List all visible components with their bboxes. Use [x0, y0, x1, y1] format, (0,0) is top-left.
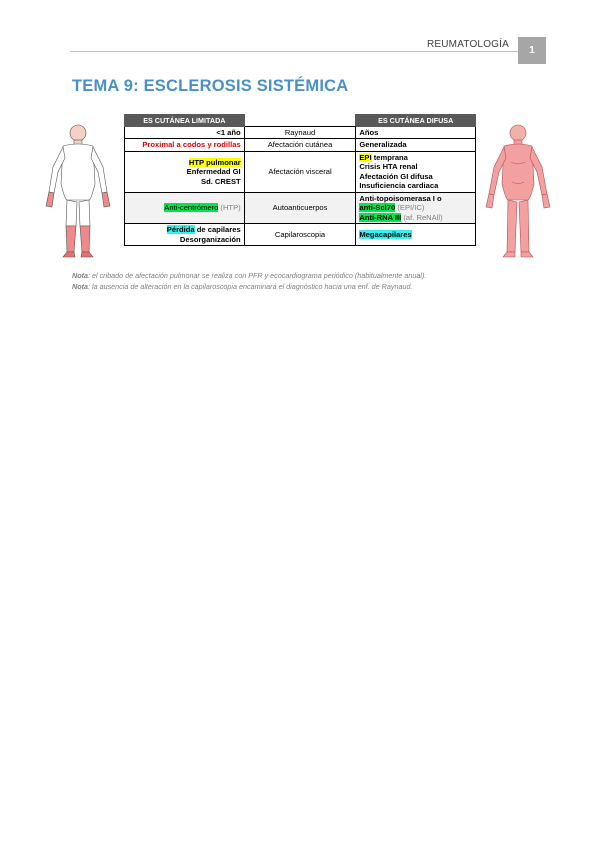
raynaud-diffuse: Años: [356, 127, 476, 139]
visceral-diffuse-1a: EPI: [359, 152, 372, 162]
autoab-limited-a: Anti-centrómero: [164, 203, 219, 213]
page-number: 1: [518, 37, 546, 64]
autoab-diffuse: [356, 192, 476, 223]
row-visceral: [125, 151, 476, 192]
visceral-limited: [125, 151, 245, 192]
note-2-label: Nota: [72, 282, 88, 292]
raynaud-limited: <1 año: [125, 127, 245, 139]
capillaroscopy-limited: [125, 224, 245, 246]
autoab-limited-b: (HTP): [218, 203, 241, 213]
row-autoantibodies: [125, 192, 476, 223]
visceral-diffuse-3: Afectación GI difusa: [359, 171, 433, 181]
row-skin: [125, 139, 476, 151]
row-capillaroscopy: [125, 224, 476, 246]
autoab-diffuse-3b: (af. ReNAll): [401, 212, 443, 222]
visceral-limited-1: HTP pulmonar: [188, 157, 241, 167]
visceral-diffuse: [356, 151, 476, 192]
note-1-label: Nota: [72, 271, 88, 280]
page-title: TEMA 9: ESCLEROSIS SISTÉMICA: [72, 77, 349, 95]
raynaud-feature: Raynaud: [244, 127, 356, 139]
skin-feature: Afectación cutánea: [244, 139, 356, 151]
autoab-limited: [125, 192, 245, 223]
autoab-diffuse-2a: anti-Scl70: [359, 203, 396, 213]
body-figure-diffuse: [484, 122, 552, 258]
header-diffuse: ES CUTÁNEA DIFUSA: [356, 115, 476, 127]
autoab-feature: Autoanticuerpos: [244, 192, 356, 223]
notes-block: [72, 270, 426, 292]
comparison-table: [124, 114, 476, 246]
note-2: [72, 281, 426, 292]
visceral-diffuse-4: Insuficiencia cardiaca: [359, 181, 439, 191]
visceral-limited-3: Sd. CREST: [201, 176, 241, 186]
capillaroscopy-diffuse: [356, 224, 476, 246]
visceral-limited-2: Enfermedad GI: [186, 167, 241, 177]
skin-limited: Proximal a codos y rodillas: [125, 139, 245, 151]
header-divider: [70, 51, 518, 52]
skin-diffuse: Generalizada: [356, 139, 476, 151]
header-section: REUMATOLOGÍA: [426, 39, 509, 50]
autoab-diffuse-2b: (EPI/IC): [395, 203, 425, 213]
capillaroscopy-diffuse-value: Megacapilares: [359, 230, 412, 240]
autoab-diffuse-3a: Anti-RNA III: [359, 212, 402, 222]
note-1: [72, 270, 426, 281]
autoab-diffuse-1: Anti-topoisomerasa I o: [359, 193, 442, 203]
header-blank: [244, 115, 356, 127]
capillaroscopy-limited-2: Desorganización: [179, 234, 241, 244]
capillaroscopy-feature: Capilaroscopia: [244, 224, 356, 246]
note-1-text: : el cribado de afectación pulmonar se realiza con PFR y ecocardiograma periódico (habitualmente anual).: [87, 271, 427, 280]
capillaroscopy-limited-1b: de capilares: [194, 225, 241, 235]
header-limited: ES CUTÁNEA LIMITADA: [125, 115, 245, 127]
capillaroscopy-limited-1a: Pérdida: [166, 225, 195, 235]
visceral-feature: Afectación visceral: [244, 151, 356, 192]
note-2-text: : la ausencia de alteración en la capilaroscopia encaminará el diagnóstico hacia una enf. de Raynaud.: [87, 282, 413, 292]
visceral-diffuse-2: Crisis HTA renal: [359, 162, 418, 172]
body-figure-limited: [43, 122, 113, 258]
row-raynaud: [125, 127, 476, 139]
visceral-diffuse-1b: temprana: [371, 152, 408, 162]
